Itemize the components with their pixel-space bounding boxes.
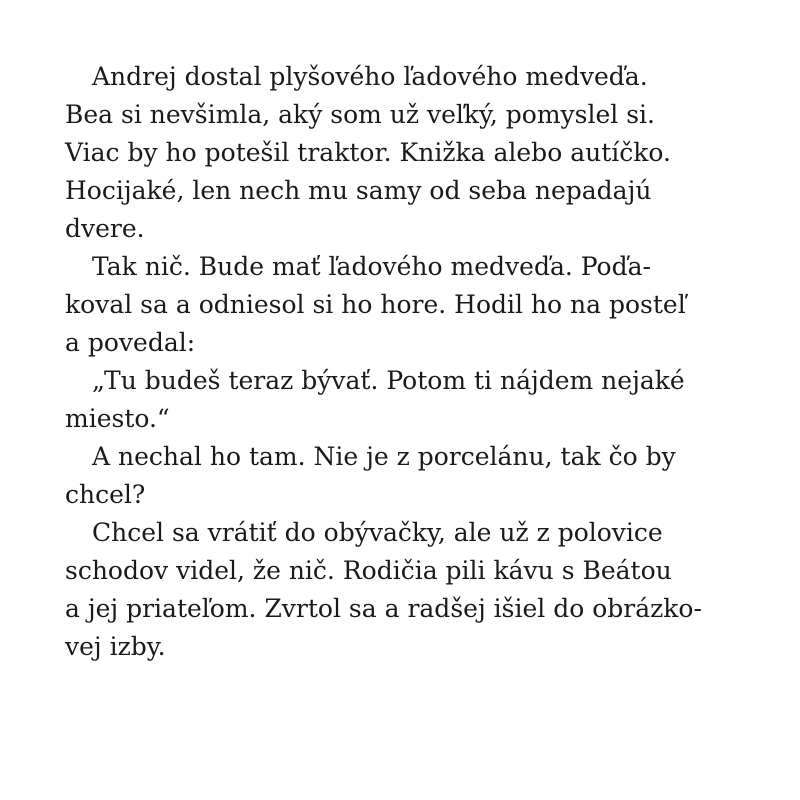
text-line: koval sa a odniesol si ho hore. Hodil ho na posteľ	[65, 290, 686, 319]
text-line: Tak nič. Bude mať ľadového medveďa. Poďa-	[92, 252, 651, 281]
text-line: chcel?	[65, 480, 146, 509]
text-line: „Tu budeš teraz bývať. Potom ti nájdem nejaké	[92, 366, 685, 395]
paragraph-4	[65, 438, 745, 514]
text-line: Andrej dostal plyšového ľadového medveďa.	[92, 62, 648, 91]
text-line: vej izby.	[65, 632, 166, 661]
text-line: miesto.“	[65, 404, 170, 433]
text-line: Chcel sa vrátiť do obývačky, ale už z polovice	[92, 518, 663, 547]
text-line: a povedal:	[65, 328, 196, 357]
text-line: Hocijaké, len nech mu samy od seba nepadajú	[65, 176, 652, 205]
text-line: Bea si nevšimla, aký som už veľký, pomyslel si.	[65, 100, 655, 129]
paragraph-1	[65, 58, 745, 248]
text-line: Viac by ho potešil traktor. Knižka alebo autíčko.	[65, 138, 671, 167]
text-line: dvere.	[65, 214, 145, 243]
text-line: A nechal ho tam. Nie je z porcelánu, tak čo by	[92, 442, 676, 471]
paragraph-5	[65, 514, 745, 666]
text-line: schodov videl, že nič. Rodičia pili kávu s Beátou	[65, 556, 672, 585]
paragraph-2	[65, 248, 745, 362]
book-page-text	[65, 58, 745, 666]
text-line: a jej priateľom. Zvrtol sa a radšej išiel do obrázko-	[65, 594, 702, 623]
paragraph-3	[65, 362, 745, 438]
